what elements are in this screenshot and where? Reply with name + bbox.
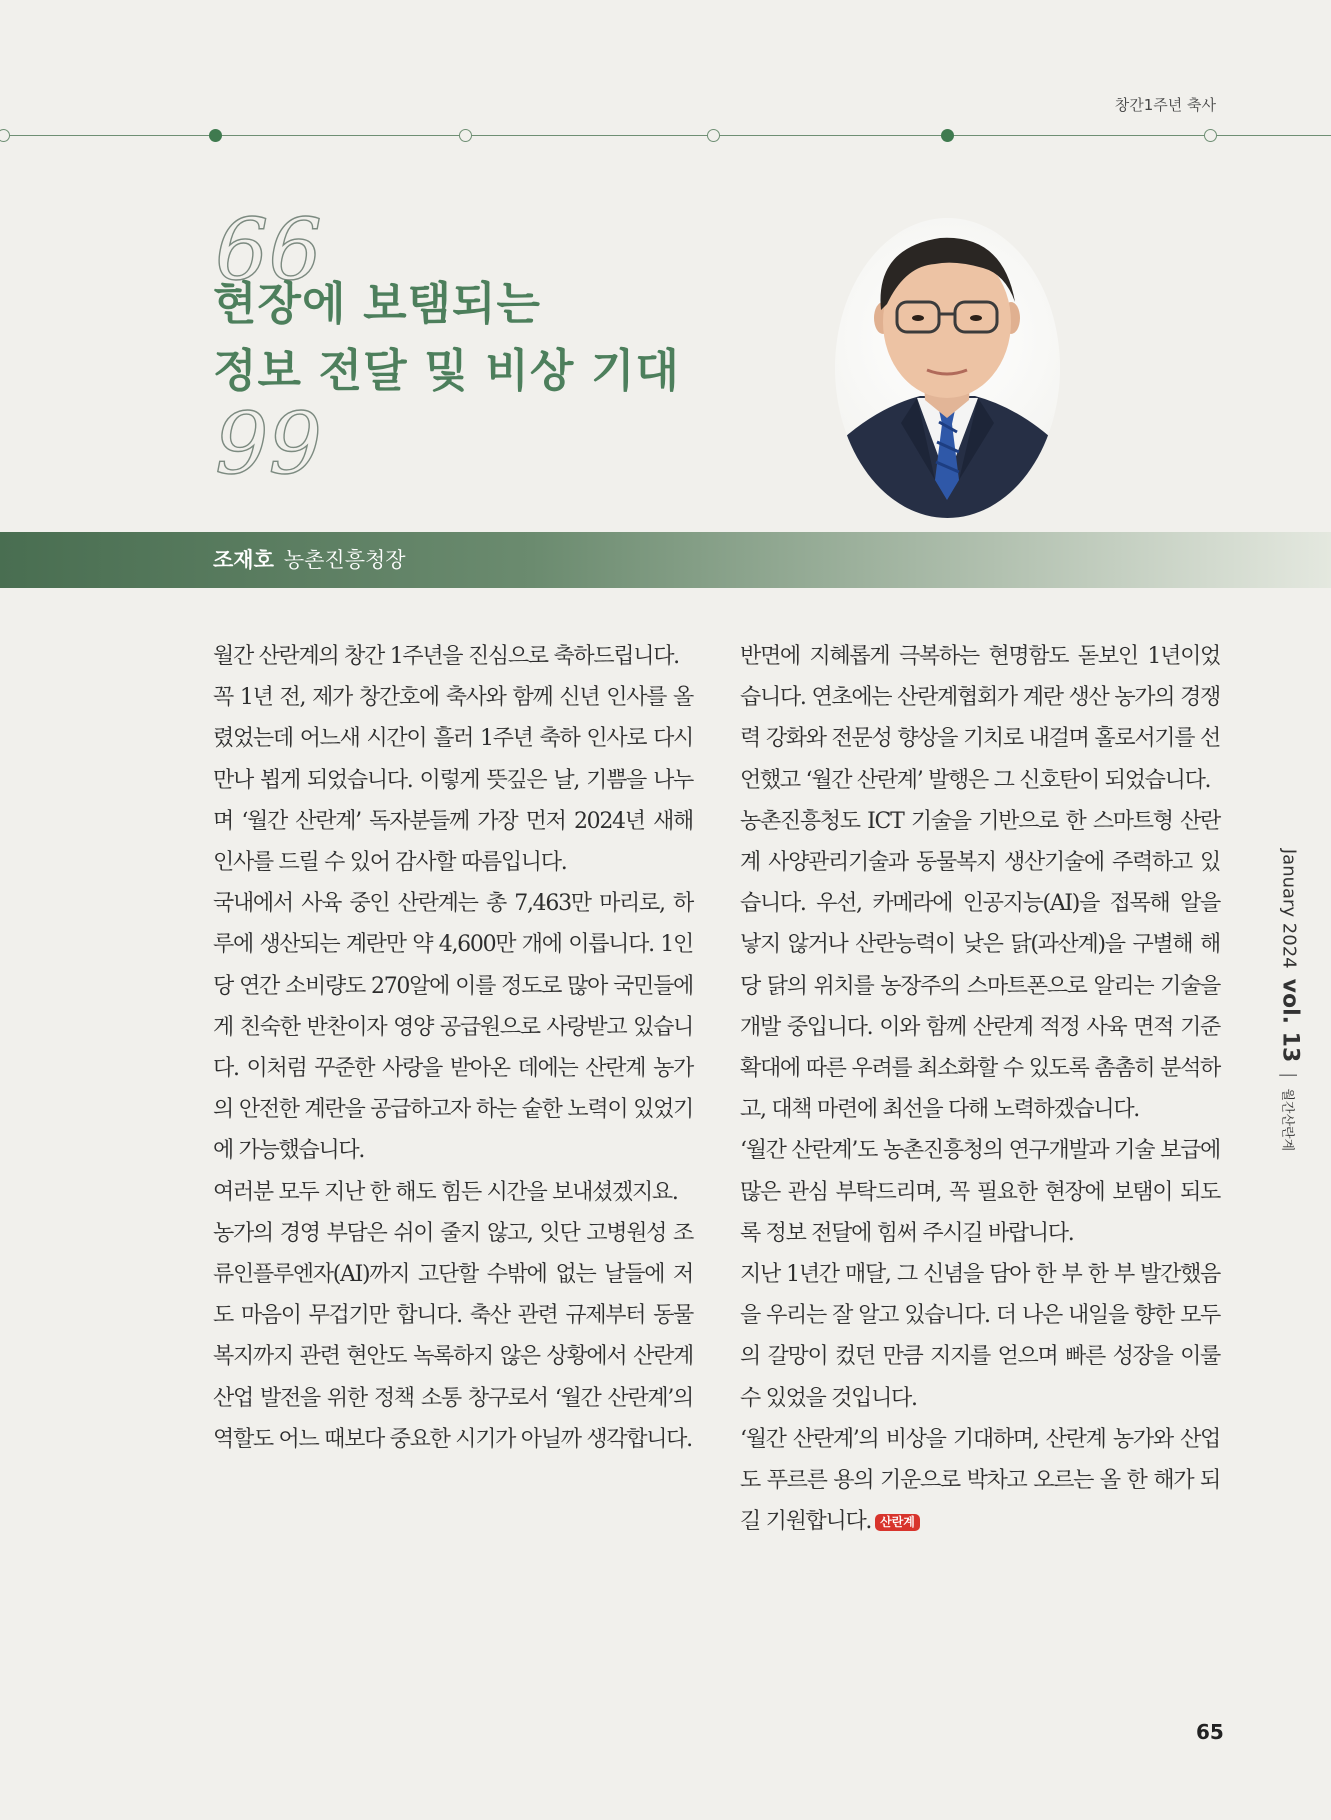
author-title: 농촌진흥청장	[283, 548, 406, 572]
timeline-dot-hollow	[1204, 129, 1217, 142]
paragraph: 국내에서 사육 중인 산란계는 총 7,463만 마리로, 하루에 생산되는 계란만 약 4,600만 개에 이릅니다. 1인당 연간 소비량도 270알에 이를 정도로 많아 국민들에게 친숙한 반찬이자 영양 공급원으로 사랑받고 있습니다. 이처럼 꾸준한 사랑을 받아온 데에는 산란계 농가의 안전한 계란을 공급하고자 하는 숱한 노력이 있었기에 가능했습니다.	[213, 891, 693, 1164]
author-byline	[213, 532, 406, 588]
body-column-left	[213, 636, 693, 1460]
paragraph: 월간 산란계의 창간 1주년을 진심으로 축하드립니다.	[213, 644, 679, 669]
paragraph: 농가의 경영 부담은 쉬이 줄지 않고, 잇단 고병원성 조류인플루엔자(AI)까지 고단할 수밖에 없는 날들에 저도 마음이 무겁기만 합니다. 축산 관련 규제부터 동물복지까지 관련 현안도 녹록하지 않은 상황에서 산란계 산업 발전을 위한 정책 소통 창구로서 ‘월간 산란계’의 역할도 어느 때보다 중요한 시기가 아닐까 생각합니다.	[213, 1220, 693, 1452]
magazine-name: 월간산란계	[1279, 1088, 1295, 1152]
paragraph: ‘월간 산란계’도 농촌진흥청의 연구개발과 기술 보급에 많은 관심 부탁드리며, 꼭 필요한 현장에 보탬이 되도록 정보 전달에 힘써 주시길 바랍니다.	[740, 1138, 1220, 1246]
page-number: 65	[1196, 1720, 1224, 1744]
top-divider-line	[0, 135, 1331, 136]
author-portrait	[835, 218, 1060, 518]
open-quote-icon: 66	[215, 201, 322, 299]
side-issue-tab-text	[1278, 849, 1303, 1151]
author-name-bar	[0, 532, 1331, 588]
issue-separator: |	[1278, 1072, 1300, 1079]
author-name: 조재호	[213, 548, 274, 572]
paragraph: 지난 1년간 매달, 그 신념을 담아 한 부 한 부 발간했음을 우리는 잘 알고 있습니다. 더 나은 내일을 향한 모두의 갈망이 컸던 만큼 지지를 얻으며 빠른 성장을 이룰 수 있었을 것입니다.	[740, 1262, 1220, 1411]
close-quote-icon: 99	[215, 395, 322, 493]
timeline-dot-filled	[941, 129, 954, 142]
portrait-illustration	[835, 218, 1060, 518]
headline-line-2: 정보 전달 및 비상 기대	[213, 344, 680, 397]
body-column-right	[740, 636, 1220, 1542]
paragraph: 농촌진흥청도 ICT 기술을 기반으로 한 스마트형 산란계 사양관리기술과 동물복지 생산기술에 주력하고 있습니다. 우선, 카메라에 인공지능(AI)을 접목해 알을 낳지 않거나 산란능력이 낮은 닭(과산계)을 구별해 해당 닭의 위치를 농장주의 스마트폰으로 알리는 기술을 개발 중입니다. 이와 함께 산란계 적정 사육 면적 기준 확대에 따른 우려를 최소화할 수 있도록 촘촘히 분석하고, 대책 마련에 최선을 다해 노력하겠습니다.	[740, 808, 1220, 1123]
timeline-dot-filled	[209, 129, 222, 142]
end-mark-badge: 산란계	[875, 1514, 920, 1531]
issue-volume: vol. 13	[1277, 978, 1303, 1063]
timeline-dot-hollow	[707, 129, 720, 142]
paragraph: 꼭 1년 전, 제가 창간호에 축사와 함께 신년 인사를 올렸었는데 어느새 시간이 흘러 1주년 축하 인사로 다시 만나 뵙게 되었습니다. 이렇게 뜻깊은 날, 기쁨을 나누며 ‘월간 산란계’ 독자분들께 가장 먼저 2024년 새해 인사를 드릴 수 있어 감사할 따름입니다.	[213, 685, 693, 876]
paragraph: 반면에 지혜롭게 극복하는 현명함도 돋보인 1년이었습니다. 연초에는 산란계협회가 계란 생산 농가의 경쟁력 강화와 전문성 향상을 기치로 내걸며 홀로서기를 선언했고 ‘월간 산란계’ 발행은 그 신호탄이 되었습니다.	[740, 644, 1220, 793]
timeline-dot-hollow	[0, 129, 10, 142]
paragraph: 여러분 모두 지난 한 해도 힘든 시간을 보내셨겠지요.	[213, 1179, 678, 1205]
headline-line-1: 현장에 보탬되는	[213, 277, 541, 330]
paragraph-text: ‘월간 산란계’의 비상을 기대하며, 산란계 농가와 산업도 푸르른 용의 기운으로 박차고 오르는 올 한 해가 되길 기원합니다.	[740, 1426, 1220, 1535]
issue-month-year: January 2024	[1278, 848, 1300, 969]
section-label: 창간1주년 축사	[1114, 96, 1216, 114]
headline	[213, 270, 680, 404]
paragraph-last	[740, 1419, 1220, 1543]
timeline-dot-hollow	[459, 129, 472, 142]
